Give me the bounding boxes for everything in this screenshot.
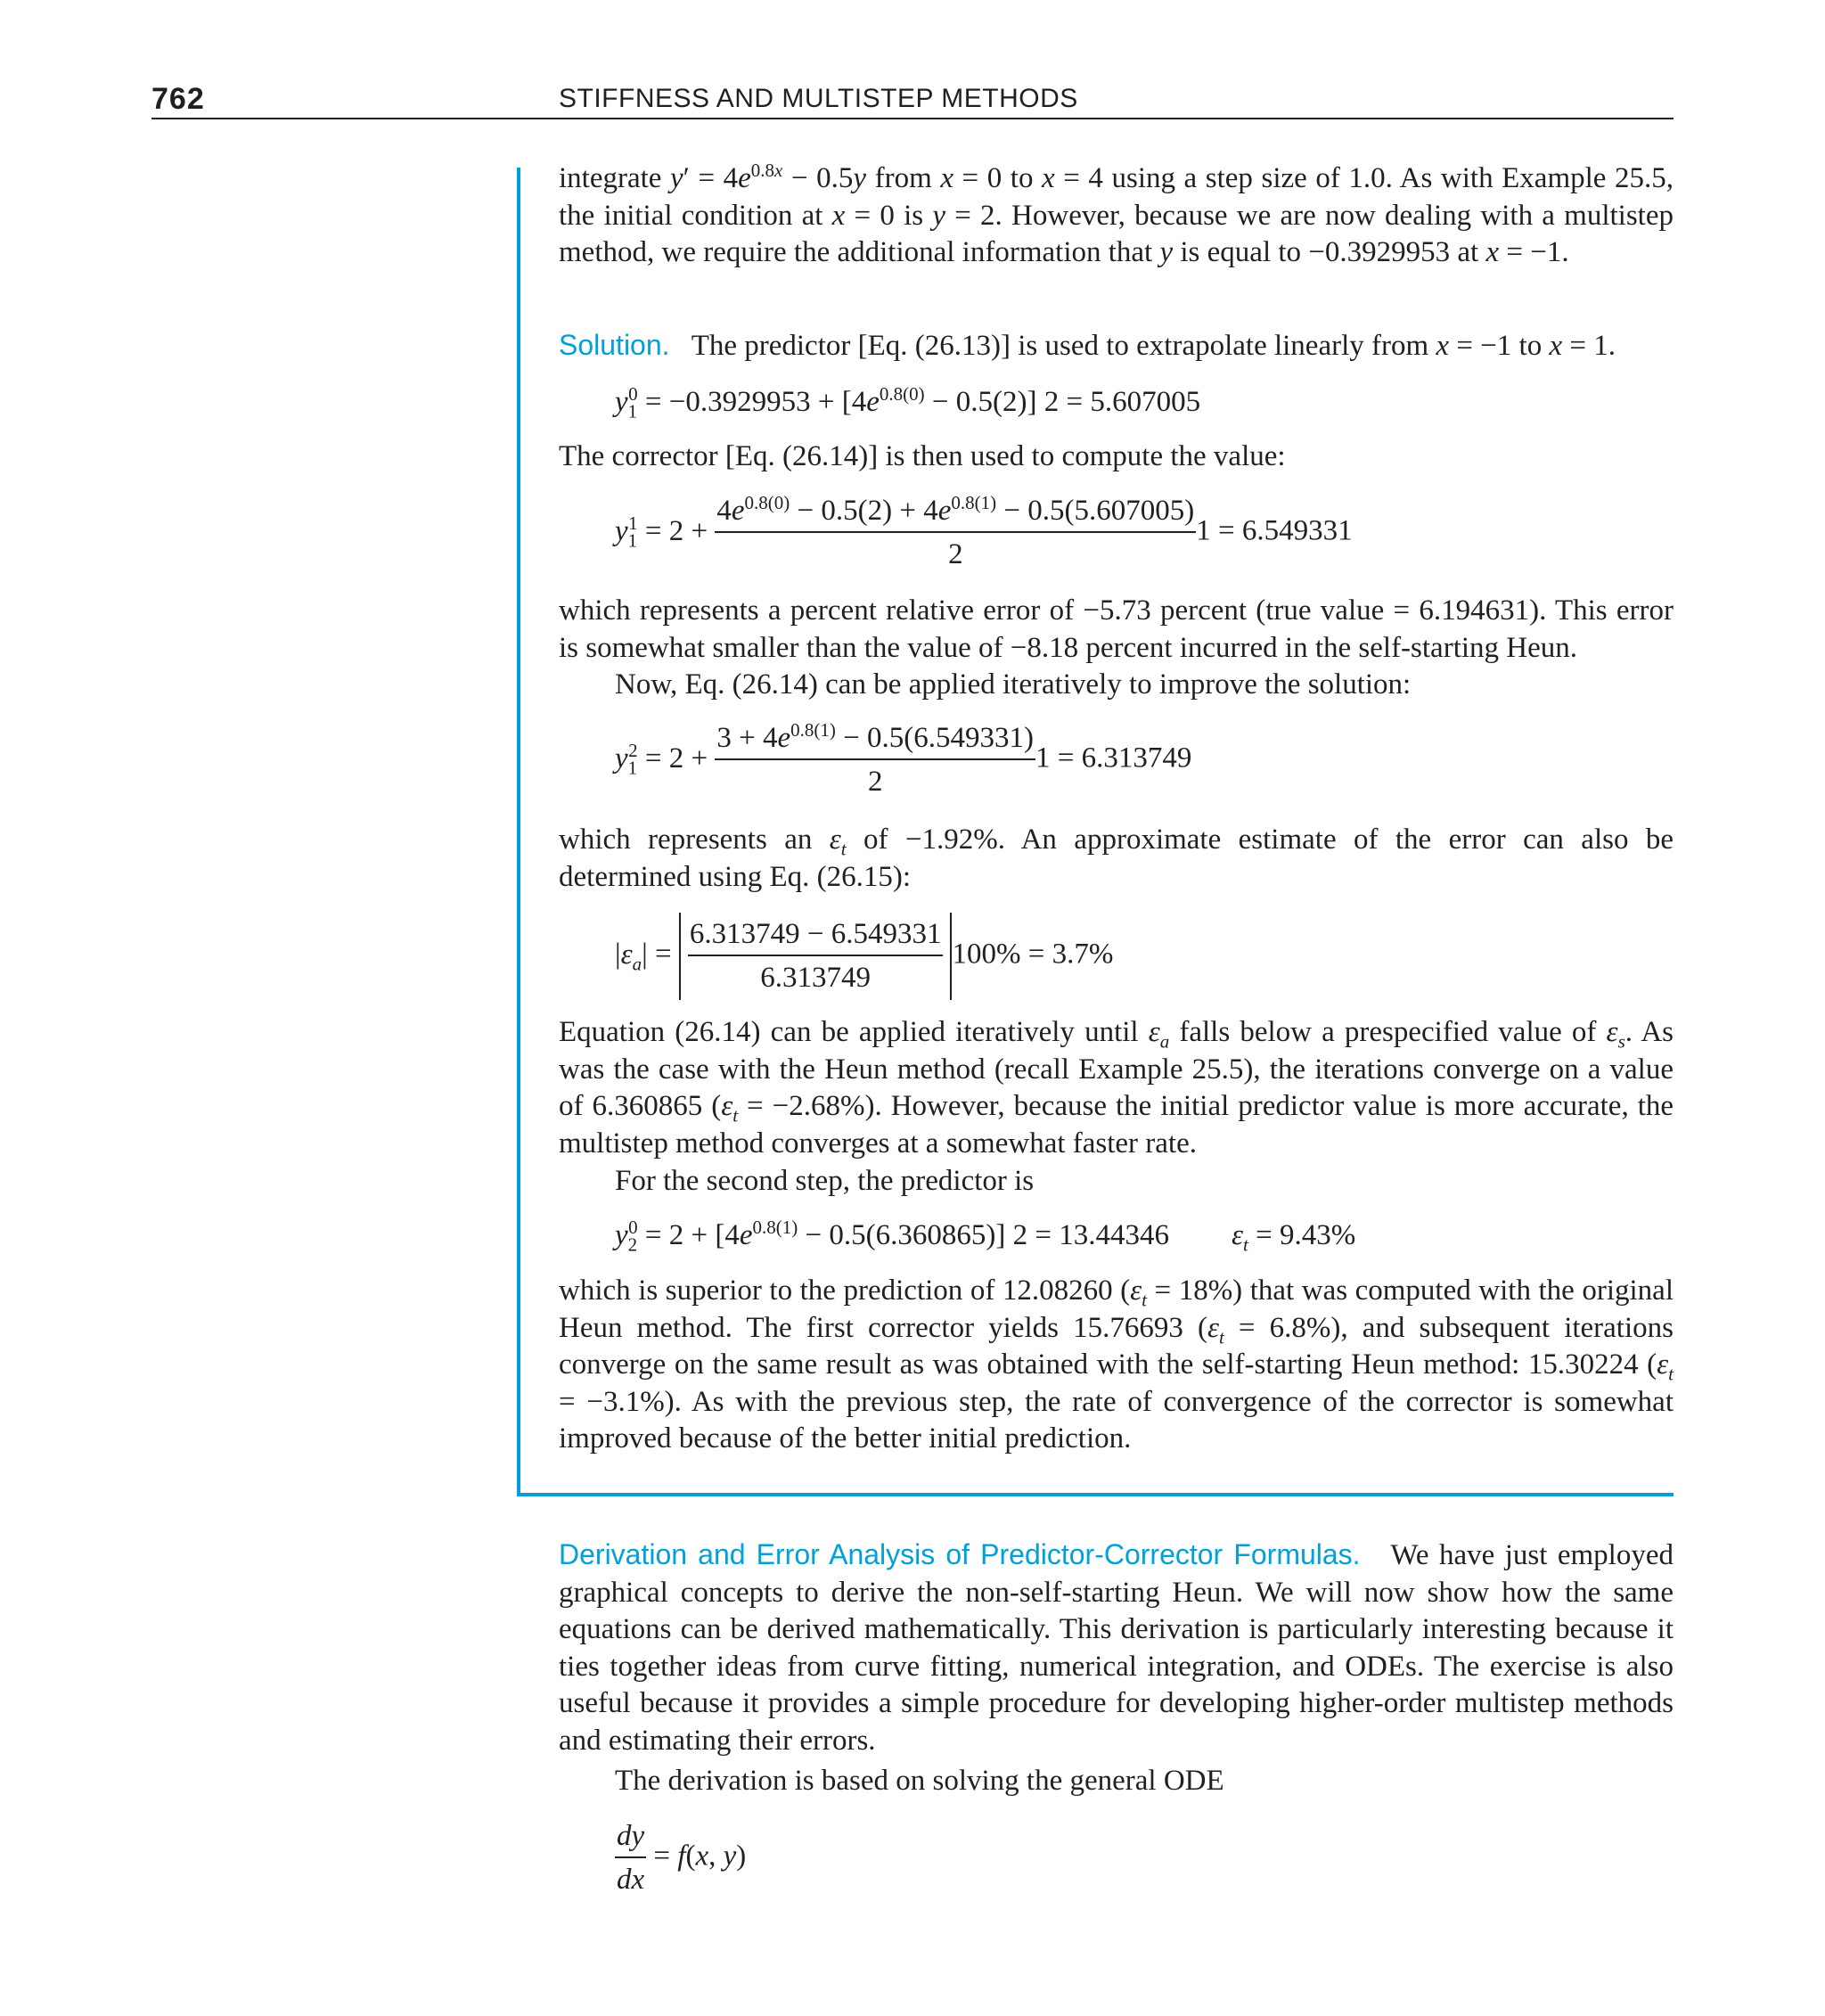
header-rule — [151, 118, 1674, 119]
solution-paragraph — [559, 327, 1674, 365]
solution-text: The predictor [Eq. (26.13)] is used to extrapolate linearly from x = −1 to x = 1. — [691, 330, 1616, 362]
ode-fraction — [615, 1818, 646, 1898]
page-number: 762 — [151, 82, 205, 116]
solution-label: Solution. — [559, 329, 670, 361]
equation-approx-error — [615, 913, 1113, 1000]
eq2-rhs: 1 = 6.549331 — [1196, 514, 1353, 547]
equation-predictor-2 — [615, 1217, 1355, 1254]
eq3-fraction — [715, 720, 1035, 800]
eq4-fraction — [688, 916, 944, 996]
eq2-denominator: 2 — [948, 538, 963, 570]
eq4-denominator: 6.313749 — [760, 962, 872, 994]
example-paragraph-5: which represents an $\varepsilon_t$ of −1.92%. An approximate estimate of the error can also be determined using Eq. (26.15): — [559, 824, 1674, 893]
ode-rhs: = f(x, y) — [646, 1840, 747, 1873]
ode-denominator: dx — [617, 1864, 645, 1896]
example-paragraph-6: Equation (26.14) can be applied iteratively until $\varepsilon_a$ falls below a prespecified value of $\varepsilon_s$. As was the case with the Heun method (recall Example 25.5), the iterations converge on a value of 6.360865 $(\varepsilon_t = -2.68\%)$. However, because the initial predictor value is more accurate, the multistep method converges at a somewhat faster rate. — [559, 1016, 1674, 1160]
eq2-lhs: $y_1^1 = 2$ + — [615, 512, 716, 552]
equation-predictor-1: $y_1^0 = -0.3929953 + [4e^{0.8(0)} - 0.5(2)] 2 = 5.607005$ — [615, 383, 1201, 422]
ode-numerator: dy — [615, 1818, 646, 1858]
eq4-lhs: $|\varepsilon_a|$ = — [615, 938, 679, 975]
equation-corrector-2 — [615, 720, 1191, 800]
section-paragraph-1-text: We have just employed graphical concepts to derive the non-self-starting Heun. We will now show how the same equations can be derived mathematically. This derivation is particularly interesting because it ties together ideas from curve fitting, numerical integration, and ODEs. The exercise is also useful because it provides a simple procedure for developing higher-order multistep methods and estimating their errors. — [559, 1539, 1674, 1757]
section-paragraph-2: The derivation is based on solving the general ODE — [615, 1765, 1224, 1797]
example-paragraph-2: The corrector [Eq. (26.14)] is then used to compute the value: — [559, 440, 1286, 472]
eq4-numerator: 6.313749 − 6.549331 — [688, 916, 944, 956]
example-bottom-rule — [517, 1493, 1674, 1496]
eq5-expression: $y_2^0 = 2 + [4e^{0.8(1)} - 0.5(6.360865)] 2 = 13.44346$ — [615, 1217, 1169, 1256]
example-paragraph-7: For the second step, the predictor is — [615, 1165, 1035, 1197]
equation-corrector-1 — [615, 493, 1353, 573]
eq5-error: $\varepsilon_t = 9.43\%$ — [1231, 1219, 1356, 1256]
eq3-lhs: $y_1^2 = 2$ + — [615, 739, 716, 779]
example-paragraph-3: which represents a percent relative error of −5.73 percent (true value = 6.194631). This error is somewhat smaller than the value of −8.18 percent incurred in the self-starting Heun. — [559, 594, 1674, 664]
eq2-fraction — [715, 493, 1196, 573]
section-heading: Derivation and Error Analysis of Predictor-Corrector Formulas. — [559, 1538, 1361, 1570]
eq4-absolute-value — [679, 913, 953, 1000]
eq3-rhs: 1 = 6.313749 — [1035, 742, 1192, 774]
eq3-numerator: $3 + 4e^{0.8(1)} - 0.5(6.549331)$ — [715, 720, 1035, 760]
eq3-denominator: 2 — [867, 766, 883, 798]
equation-general-ode — [615, 1818, 746, 1898]
example-side-bar — [517, 168, 520, 1496]
example-paragraph-8: which is superior to the prediction of 12.08260 $(\varepsilon_t = 18\%)$ that was computed with the original Heun method. The first corrector yields 15.76693 $(\varepsilon_t = 6.8\%)$, and subsequent iterations converge on the same result as was obtained with the self-starting Heun method: 15.30224 $(\varepsilon_t = -3.1\%)$. As with the previous step, the rate of convergence of the corrector is somewhat improved because of the better initial prediction. — [559, 1274, 1674, 1455]
example-paragraph-1: integrate $y' = 4e^{0.8x} - 0.5y$ from x = 0 to x = 4 using a step size of 1.0. As with Example 25.5, the initial condition at x = 0 is y = 2. However, because we are now dealing with a multistep method, we require the additional information that y is equal to −0.3929953 at x = −1. — [559, 160, 1674, 268]
section-paragraph-1 — [559, 1537, 1674, 1759]
eq4-rhs: 100% = 3.7% — [952, 938, 1114, 971]
example-paragraph-4: Now, Eq. (26.14) can be applied iteratively to improve the solution: — [615, 668, 1412, 701]
running-head: STIFFNESS AND MULTISTEP METHODS — [559, 84, 1078, 113]
eq2-numerator: $4e^{0.8(0)} - 0.5(2) + 4e^{0.8(1)} - 0.5(5.607005)$ — [715, 493, 1196, 533]
